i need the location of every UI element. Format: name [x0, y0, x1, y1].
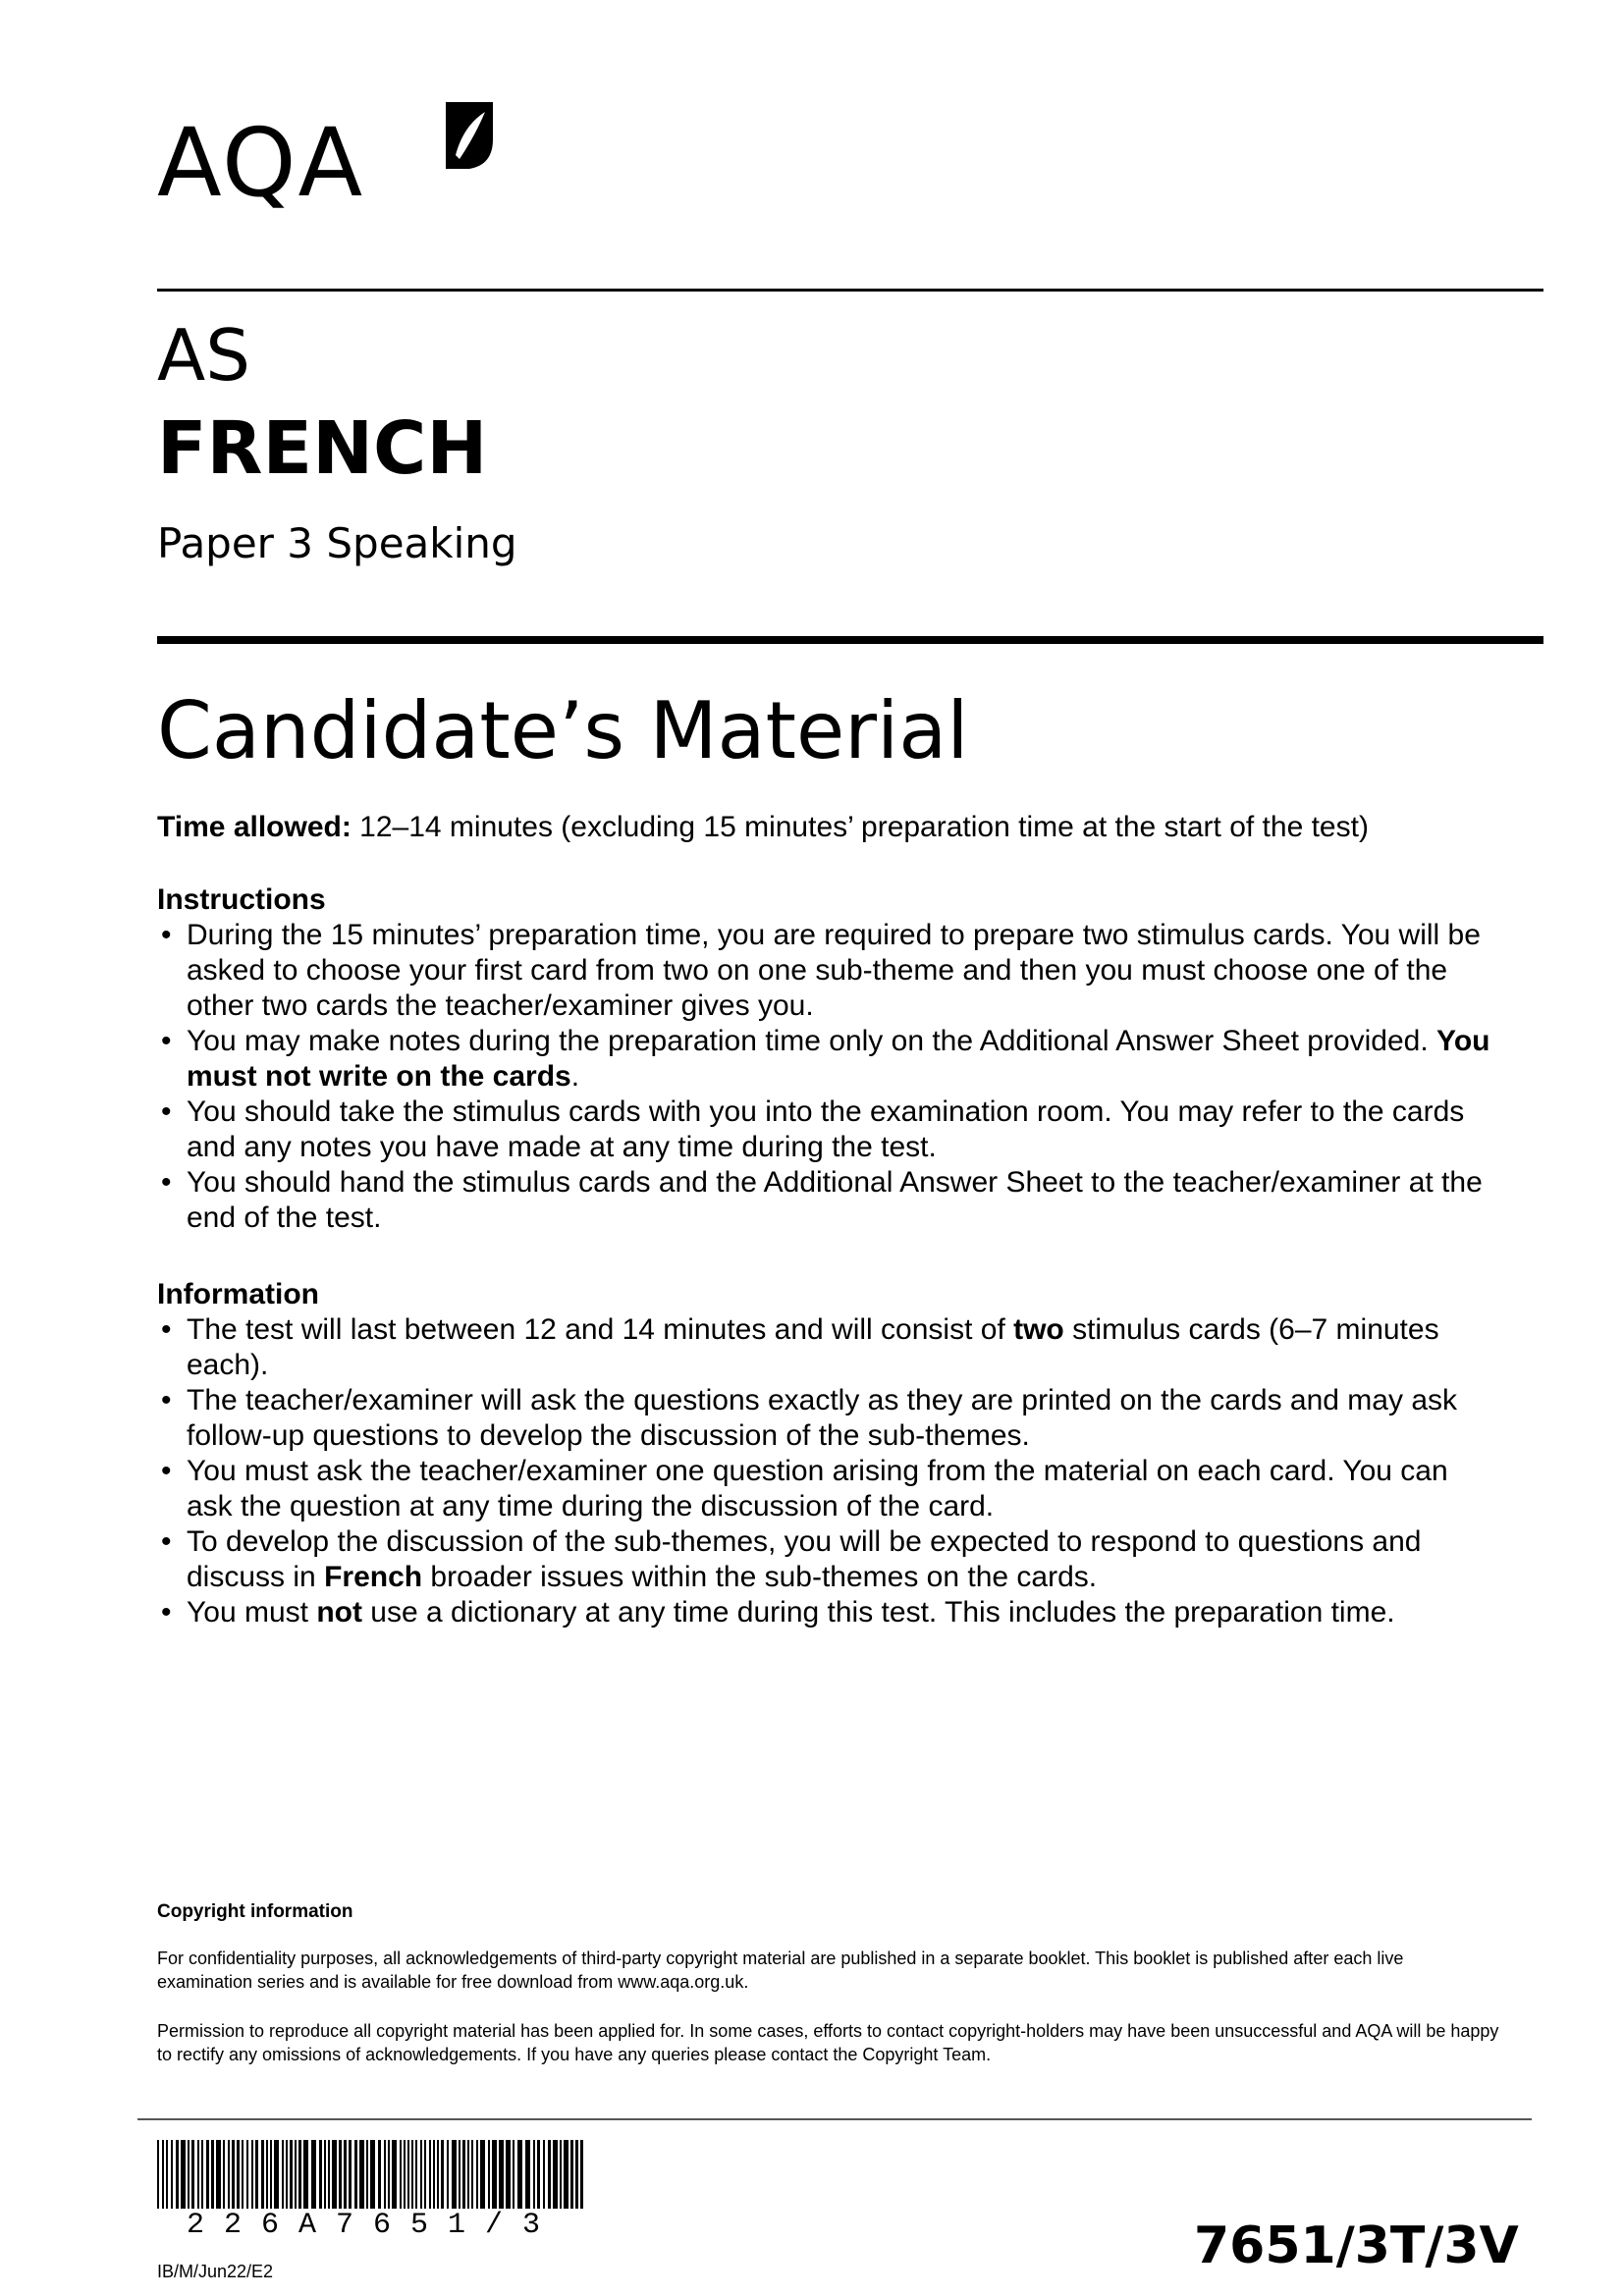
subject-title: FRENCH — [157, 406, 488, 491]
bullet-icon: • — [161, 1025, 172, 1057]
bullet-icon: • — [161, 1166, 172, 1199]
footer-rule — [137, 2118, 1532, 2120]
bullet-icon: • — [161, 1455, 172, 1487]
list-item: • You must not use a dictionary at any time during this test. This includes the preparation time. — [161, 1596, 1395, 1629]
information-heading: Information — [157, 1278, 319, 1310]
top-rule — [157, 289, 1543, 292]
list-item: • During the 15 minutes’ preparation time, you are required to prepare two stimulus cards. You will be asked to choose your first card from two on one sub-theme and then you must choose one of the other two cards the teacher/examiner gives you. — [161, 919, 1481, 1022]
bullet-icon: • — [161, 1525, 172, 1558]
bullet-icon: • — [161, 1596, 172, 1629]
list-item: • The teacher/examiner will ask the questions exactly as they are printed on the cards and may ask follow-up questions to develop the discussion of the sub-themes. — [161, 1384, 1457, 1452]
reference-code: IB/M/Jun22/E2 — [157, 2262, 274, 2281]
copyright-paragraph: Permission to reproduce all copyright material has been applied for. In some cases, efforts to contact copyright-holders may have been unsuccessful and AQA will be happy to rectify any omissions of acknowledgements. If you have any queries please contact the Copyright Team. — [157, 2021, 1499, 2064]
logo-wordmark: AQA — [157, 108, 365, 218]
bullet-icon: • — [161, 919, 172, 951]
list-item: • You should take the stimulus cards with you into the examination room. You may refer to the cards and any notes you have made at any time during the test. — [161, 1095, 1465, 1163]
aqa-leaf-icon — [442, 96, 497, 175]
copyright-paragraph: For confidentiality purposes, all acknowledgements of third-party copyright material are published in a separate booklet. This booklet is published after each live examination series and is available for free download from www.aqa.org.uk. — [157, 1949, 1404, 1992]
instructions-list — [157, 918, 1492, 1236]
bullet-icon: • — [161, 1313, 172, 1346]
time-allowed — [157, 810, 1551, 845]
thick-rule — [157, 636, 1543, 644]
bullet-icon: • — [161, 1384, 172, 1416]
list-item: • You must ask the teacher/examiner one question arising from the material on each card. You can ask the question at any time during the discussion of the card. — [161, 1455, 1448, 1522]
material-title: Candidate’s Material — [157, 685, 969, 776]
barcode-icon — [157, 2140, 589, 2209]
paper-title: Paper 3 Speaking — [157, 519, 517, 567]
qualification-level: AS — [157, 314, 250, 397]
aqa-logo — [157, 96, 520, 224]
paper-code: 7651/3T/3V — [1194, 2216, 1519, 2275]
barcode-digits: 226A7651/3 — [187, 2209, 561, 2242]
list-item: • To develop the discussion of the sub-themes, you will be expected to respond to questions and discuss in French broader issues within the sub-themes on the cards. — [161, 1525, 1422, 1593]
list-item: • The test will last between 12 and 14 minutes and will consist of two stimulus cards (6–7 minutes each). — [161, 1313, 1439, 1381]
copyright-heading: Copyright information — [157, 1901, 353, 1922]
list-item: • You may make notes during the preparation time only on the Additional Answer Sheet provided. You must not write on the cards. — [161, 1025, 1490, 1093]
time-allowed-value: 12–14 minutes (excluding 15 minutes’ preparation time at the start of the test) — [351, 811, 1369, 843]
instructions-heading: Instructions — [157, 883, 326, 916]
time-allowed-label: Time allowed: — [157, 811, 352, 843]
information-list — [157, 1312, 1492, 1630]
bullet-icon: • — [161, 1095, 172, 1128]
list-item: • You should hand the stimulus cards and the Additional Answer Sheet to the teacher/examiner at the end of the test. — [161, 1166, 1483, 1234]
